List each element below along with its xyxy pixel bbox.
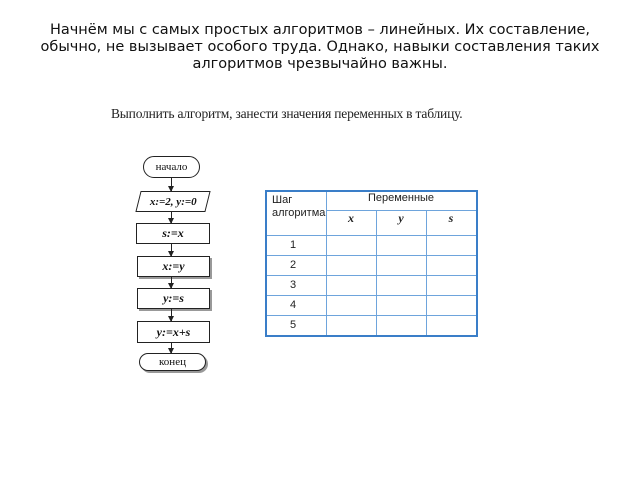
table-row <box>266 236 477 256</box>
table-cell[interactable] <box>376 256 426 276</box>
step-number: 1 <box>266 236 326 256</box>
process-y-block <box>137 288 210 309</box>
process-s-block <box>136 223 210 244</box>
start-terminal <box>143 156 200 178</box>
arrow-1 <box>171 178 172 191</box>
table-cell[interactable] <box>326 256 376 276</box>
step-number: 5 <box>266 316 326 337</box>
step-number: 2 <box>266 256 326 276</box>
arrow-3 <box>171 244 172 256</box>
table-cell[interactable] <box>326 276 376 296</box>
vars-header: Переменные <box>326 191 477 211</box>
slide-heading: Начнём мы с самых простых алгоритмов – линейных. Их составление, обычно, не вызывает особого труда. Однако, навыки составления таких алгоритмов чрезвычайно важны. <box>40 22 600 72</box>
process-y-label: y:=s <box>163 291 184 305</box>
table-cell[interactable] <box>426 276 477 296</box>
table-cell[interactable] <box>326 236 376 256</box>
start-label: начало <box>155 161 188 173</box>
process-s-label: s:=x <box>162 226 184 240</box>
input-label: x:=2, y:=0 <box>149 195 197 208</box>
table-row <box>266 276 477 296</box>
table-cell[interactable] <box>376 296 426 316</box>
output-label: y:=x+s <box>156 324 191 339</box>
table-row <box>266 316 477 337</box>
table-cell[interactable] <box>426 256 477 276</box>
step-header: Шаг алгоритма <box>266 191 326 236</box>
task-instruction: Выполнить алгоритм, занести значения переменных в таблицу. <box>111 106 463 121</box>
table-cell[interactable] <box>376 236 426 256</box>
table-cell[interactable] <box>426 316 477 337</box>
step-number: 3 <box>266 276 326 296</box>
var-header-s: s <box>426 211 477 236</box>
end-terminal <box>139 353 206 371</box>
output-block <box>137 321 210 343</box>
variables-table <box>265 190 478 337</box>
arrow-6 <box>171 343 172 353</box>
input-block <box>135 191 210 212</box>
table-cell[interactable] <box>426 296 477 316</box>
table-cell[interactable] <box>426 236 477 256</box>
var-header-x: x <box>326 211 376 236</box>
table-cell[interactable] <box>376 276 426 296</box>
table-cell[interactable] <box>376 316 426 337</box>
table-cell[interactable] <box>326 316 376 337</box>
arrow-2 <box>171 212 172 223</box>
arrow-4 <box>171 277 172 288</box>
table-row <box>266 256 477 276</box>
process-x-block <box>137 256 210 277</box>
var-header-y: y <box>376 211 426 236</box>
table-cell[interactable] <box>326 296 376 316</box>
end-label: конец <box>159 356 186 368</box>
process-x-label: x:=y <box>162 259 185 273</box>
table-row <box>266 296 477 316</box>
arrow-5 <box>171 309 172 321</box>
step-number: 4 <box>266 296 326 316</box>
